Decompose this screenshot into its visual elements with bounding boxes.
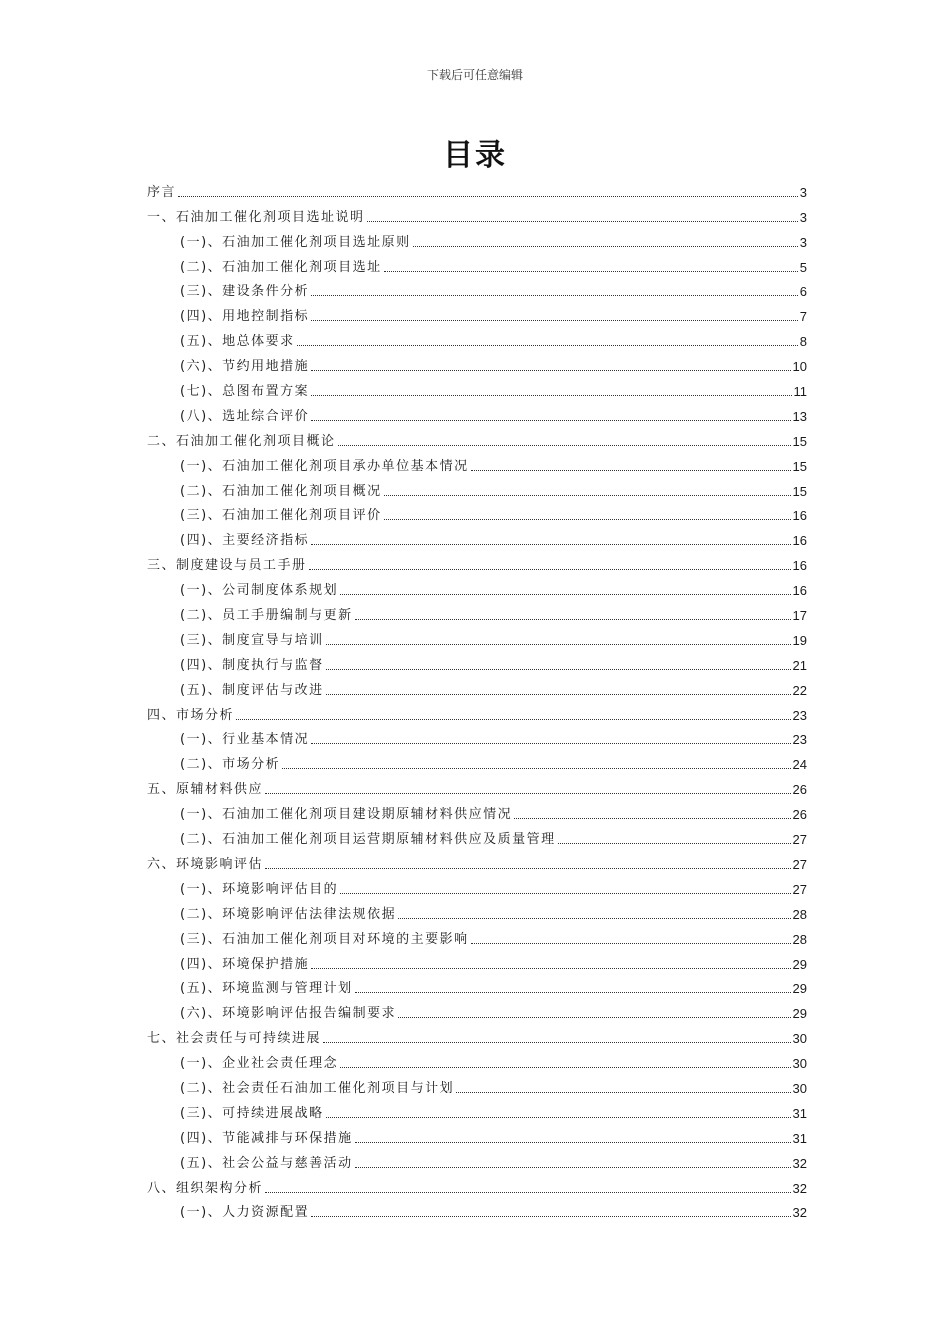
- toc-dot-leader: [326, 694, 791, 695]
- toc-dot-leader: [323, 1042, 791, 1043]
- toc-entry[interactable]: [147, 823, 807, 848]
- toc-entry-title: (七)、总图布置方案: [180, 384, 310, 400]
- toc-entry-page: 10: [792, 359, 807, 375]
- toc-entry-title: (三)、可持续进展战略: [180, 1105, 324, 1121]
- toc-entry-title: 七、社会责任与可持续进展: [147, 1031, 322, 1047]
- toc-entry[interactable]: [147, 500, 807, 525]
- toc-dot-leader: [355, 1142, 791, 1143]
- toc-dot-leader: [297, 345, 798, 346]
- toc-dot-leader: [355, 619, 791, 620]
- toc-entry-page: 32: [792, 1180, 807, 1196]
- toc-entry[interactable]: [147, 948, 807, 973]
- toc-dot-leader: [398, 1017, 790, 1018]
- toc-entry-title: (五)、社会公益与慈善活动: [180, 1155, 353, 1171]
- toc-entry[interactable]: [147, 748, 807, 773]
- toc-entry-title: (一)、人力资源配置: [180, 1205, 310, 1221]
- toc-entry[interactable]: [147, 898, 807, 923]
- toc-entry[interactable]: [147, 450, 807, 475]
- toc-dot-leader: [326, 669, 791, 670]
- toc-entry[interactable]: [147, 1047, 807, 1072]
- toc-entry-page: 15: [792, 433, 807, 449]
- toc-entry-page: 16: [792, 558, 807, 574]
- toc-entry[interactable]: [147, 724, 807, 749]
- toc-entry[interactable]: [147, 997, 807, 1022]
- toc-entry-title: (一)、行业基本情况: [180, 732, 310, 748]
- toc-entry-page: 27: [792, 856, 807, 872]
- toc-entry-page: 6: [799, 284, 807, 300]
- toc-entry-title: 二、石油加工催化剂项目概论: [147, 433, 336, 449]
- toc-entry[interactable]: [147, 649, 807, 674]
- toc-entry-page: 11: [793, 384, 807, 400]
- toc-entry-title: 三、制度建设与员工手册: [147, 558, 307, 574]
- toc-entry[interactable]: [147, 1197, 807, 1222]
- toc-dot-leader: [311, 1216, 790, 1217]
- toc-dot-leader: [265, 868, 791, 869]
- toc-entry[interactable]: [147, 226, 807, 251]
- toc-entry-title: (四)、主要经济指标: [180, 533, 310, 549]
- toc-entry-title: (六)、节约用地措施: [180, 359, 310, 375]
- toc-entry-title: (三)、建设条件分析: [180, 284, 310, 300]
- toc-entry[interactable]: [147, 1072, 807, 1097]
- toc-entry-page: 29: [792, 1006, 807, 1022]
- toc-entry[interactable]: [147, 251, 807, 276]
- toc-entry[interactable]: [147, 201, 807, 226]
- toc-entry-page: 26: [792, 807, 807, 823]
- toc-entry-page: 15: [792, 458, 807, 474]
- toc-entry-page: 30: [792, 1056, 807, 1072]
- toc-entry-title: (一)、公司制度体系规划: [180, 583, 339, 599]
- toc-entry-title: (二)、石油加工催化剂项目概况: [180, 483, 382, 499]
- toc-entry-page: 13: [792, 408, 807, 424]
- toc-entry-page: 8: [799, 334, 807, 350]
- toc-entry-page: 16: [792, 533, 807, 549]
- toc-entry[interactable]: [147, 699, 807, 724]
- toc-entry[interactable]: [147, 599, 807, 624]
- toc-entry-title: (一)、企业社会责任理念: [180, 1056, 339, 1072]
- toc-dot-leader: [311, 295, 798, 296]
- toc-dot-leader: [471, 943, 791, 944]
- toc-entry-page: 29: [792, 956, 807, 972]
- toc-dot-leader: [311, 968, 790, 969]
- toc-entry-page: 23: [792, 707, 807, 723]
- toc-dot-leader: [384, 495, 791, 496]
- toc-entry[interactable]: [147, 1022, 807, 1047]
- toc-entry-page: 32: [792, 1155, 807, 1171]
- toc-entry-title: 一、石油加工催化剂项目选址说明: [147, 209, 365, 225]
- toc-entry[interactable]: [147, 848, 807, 873]
- toc-entry-title: 六、环境影响评估: [147, 856, 264, 872]
- toc-entry-page: 17: [792, 608, 807, 624]
- toc-dot-leader: [340, 594, 790, 595]
- toc-dot-leader: [355, 992, 791, 993]
- toc-entry[interactable]: [147, 400, 807, 425]
- toc-dot-leader: [340, 893, 790, 894]
- toc-entry-page: 31: [792, 1130, 807, 1146]
- toc-entry-title: (二)、社会责任石油加工催化剂项目与计划: [180, 1080, 455, 1096]
- toc-entry-title: (四)、节能减排与环保措施: [180, 1130, 353, 1146]
- toc-dot-leader: [413, 246, 798, 247]
- toc-entry-title: (二)、员工手册编制与更新: [180, 608, 353, 624]
- toc-dot-leader: [236, 719, 791, 720]
- toc-entry-title: (五)、地总体要求: [180, 334, 295, 350]
- toc-entry-title: 八、组织架构分析: [147, 1180, 264, 1196]
- toc-entry-title: (二)、市场分析: [180, 757, 281, 773]
- toc-entry-title: (二)、石油加工催化剂项目选址: [180, 259, 382, 275]
- toc-entry[interactable]: [147, 1172, 807, 1197]
- toc-entry-page: 28: [792, 906, 807, 922]
- toc-entry-page: 27: [792, 881, 807, 897]
- toc-entry-page: 28: [792, 931, 807, 947]
- toc-entry[interactable]: [147, 549, 807, 574]
- toc-entry-page: 22: [792, 682, 807, 698]
- toc-entry-title: (四)、制度执行与监督: [180, 657, 324, 673]
- toc-entry-title: (二)、环境影响评估法律法规依据: [180, 906, 397, 922]
- toc-entry[interactable]: [147, 1147, 807, 1172]
- toc-entry-title: (四)、用地控制指标: [180, 309, 310, 325]
- toc-dot-leader: [558, 843, 791, 844]
- toc-entry-title: 序言: [147, 184, 177, 200]
- toc-entry[interactable]: [147, 873, 807, 898]
- toc-entry-page: 30: [792, 1031, 807, 1047]
- toc-dot-leader: [311, 370, 790, 371]
- table-of-contents: [147, 176, 807, 1221]
- toc-dot-leader: [398, 918, 790, 919]
- toc-entry-page: 23: [792, 732, 807, 748]
- toc-entry[interactable]: [147, 425, 807, 450]
- toc-dot-leader: [309, 569, 791, 570]
- toc-entry-page: 7: [799, 309, 807, 325]
- toc-entry[interactable]: [147, 1122, 807, 1147]
- toc-dot-leader: [355, 1167, 791, 1168]
- toc-entry-title: 四、市场分析: [147, 707, 235, 723]
- toc-dot-leader: [265, 793, 791, 794]
- toc-entry-title: (四)、环境保护措施: [180, 956, 310, 972]
- toc-entry-page: 3: [799, 234, 807, 250]
- toc-entry-title: (三)、石油加工催化剂项目评价: [180, 508, 382, 524]
- toc-entry[interactable]: [147, 923, 807, 948]
- toc-entry[interactable]: [147, 624, 807, 649]
- toc-dot-leader: [311, 320, 798, 321]
- toc-dot-leader: [384, 519, 791, 520]
- toc-entry[interactable]: [147, 773, 807, 798]
- toc-entry[interactable]: [147, 973, 807, 998]
- toc-entry-title: (一)、石油加工催化剂项目建设期原辅材料供应情况: [180, 807, 513, 823]
- toc-entry[interactable]: [147, 524, 807, 549]
- toc-dot-leader: [265, 1192, 791, 1193]
- toc-entry-title: (一)、石油加工催化剂项目选址原则: [180, 234, 411, 250]
- toc-dot-leader: [178, 196, 798, 197]
- toc-entry-page: 3: [799, 209, 807, 225]
- toc-entry[interactable]: [147, 1097, 807, 1122]
- toc-entry[interactable]: [147, 475, 807, 500]
- toc-entry[interactable]: [147, 300, 807, 325]
- toc-entry-page: 30: [792, 1080, 807, 1096]
- toc-entry-page: 5: [799, 259, 807, 275]
- toc-dot-leader: [456, 1092, 790, 1093]
- toc-entry-title: (二)、石油加工催化剂项目运营期原辅材料供应及质量管理: [180, 832, 556, 848]
- toc-entry-page: 26: [792, 782, 807, 798]
- toc-entry[interactable]: [147, 798, 807, 823]
- toc-entry-title: 五、原辅材料供应: [147, 782, 264, 798]
- toc-entry[interactable]: [147, 375, 807, 400]
- toc-entry-page: 31: [792, 1105, 807, 1121]
- toc-dot-leader: [311, 420, 790, 421]
- toc-entry-page: 3: [799, 184, 807, 200]
- toc-dot-leader: [311, 544, 790, 545]
- page-title: 目录: [443, 138, 507, 173]
- toc-dot-leader: [282, 768, 790, 769]
- toc-entry[interactable]: [147, 674, 807, 699]
- toc-entry-page: 27: [792, 832, 807, 848]
- toc-entry-page: 21: [792, 657, 807, 673]
- toc-entry-title: (五)、环境监测与管理计划: [180, 981, 353, 997]
- toc-entry-page: 24: [792, 757, 807, 773]
- toc-entry-page: 16: [792, 583, 807, 599]
- toc-entry-page: 29: [792, 981, 807, 997]
- toc-entry-page: 32: [792, 1205, 807, 1221]
- toc-entry-title: (八)、选址综合评价: [180, 408, 310, 424]
- toc-entry[interactable]: [147, 574, 807, 599]
- toc-dot-leader: [311, 743, 790, 744]
- toc-entry-title: (一)、石油加工催化剂项目承办单位基本情况: [180, 458, 469, 474]
- toc-dot-leader: [311, 395, 791, 396]
- toc-dot-leader: [340, 1067, 790, 1068]
- toc-dot-leader: [384, 271, 798, 272]
- page-header: 下载后可任意编辑: [426, 68, 523, 82]
- toc-entry-title: (六)、环境影响评估报告编制要求: [180, 1006, 397, 1022]
- toc-entry-page: 15: [792, 483, 807, 499]
- toc-dot-leader: [514, 818, 790, 819]
- toc-dot-leader: [471, 470, 791, 471]
- toc-entry-page: 16: [792, 508, 807, 524]
- toc-entry[interactable]: [147, 176, 807, 201]
- toc-entry[interactable]: [147, 276, 807, 301]
- toc-dot-leader: [338, 445, 791, 446]
- toc-entry[interactable]: [147, 350, 807, 375]
- toc-entry-page: 19: [792, 632, 807, 648]
- toc-entry-title: (一)、环境影响评估目的: [180, 881, 339, 897]
- toc-entry[interactable]: [147, 325, 807, 350]
- toc-dot-leader: [367, 221, 798, 222]
- toc-entry-title: (五)、制度评估与改进: [180, 682, 324, 698]
- toc-entry-title: (三)、石油加工催化剂项目对环境的主要影响: [180, 931, 469, 947]
- toc-dot-leader: [326, 1117, 791, 1118]
- toc-entry-title: (三)、制度宣导与培训: [180, 632, 324, 648]
- toc-dot-leader: [326, 644, 791, 645]
